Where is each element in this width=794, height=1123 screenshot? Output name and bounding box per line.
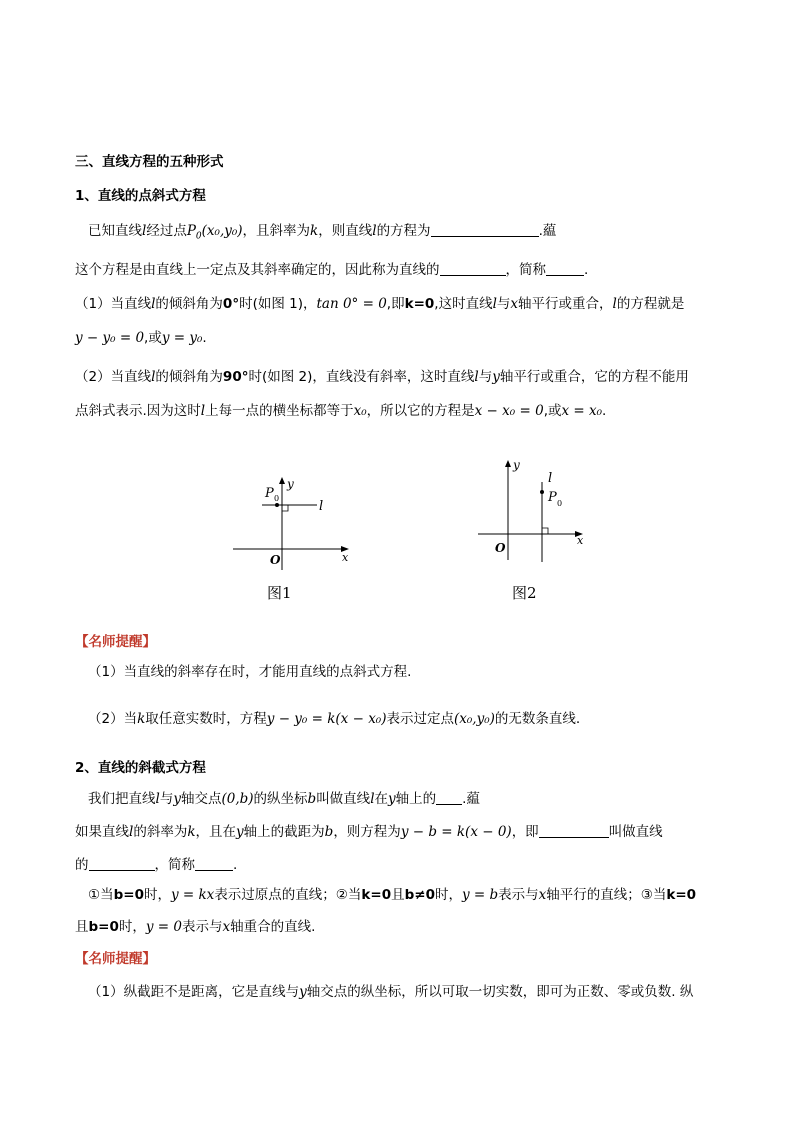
paragraph-point-slope-name: 这个方程是由直线上一定点及其斜率确定的，因此称为直线的 ，简称 . <box>75 262 589 278</box>
fig2-point-p0 <box>540 490 544 494</box>
case-1-line-a: （1）当直线l的倾斜角为0°时(如图 1)，tan 0° = 0,即k=0,这时直线l与x轴平行或重合，l的方程就是 <box>75 296 685 312</box>
special-cases-line-b: 且b=0时，y = 0表示与x轴重合的直线. <box>75 919 316 935</box>
tip-1-item-1: （1）当直线的斜率存在时，才能用直线的点斜式方程. <box>88 664 412 680</box>
special-cases-line-a: ①当b=0时，y = kx表示过原点的直线；②当k=0且b≠0时，y = b表示与x轴平行的直线；③当k=0 <box>88 887 697 903</box>
case-2-line-a: （2）当直线l的倾斜角为90°时(如图 2)，直线没有斜率，这时直线l与y轴平行或重合，它的方程不能用 <box>75 369 689 385</box>
fig1-y-label: y <box>287 477 294 491</box>
fig1-right-angle-mark <box>282 505 288 511</box>
answer-blank <box>539 823 609 838</box>
fig2-p-label: P <box>548 490 557 505</box>
fig1-y-arrow-icon <box>279 477 285 484</box>
fig1-l-label: l <box>319 499 324 514</box>
paragraph-slope-intercept-b: 的 ，简称 . <box>75 857 238 873</box>
fig2-origin-label: O <box>495 541 506 555</box>
fig2-l-label: l <box>548 471 553 486</box>
answer-blank <box>195 856 233 871</box>
fig2-right-angle-mark <box>542 528 548 534</box>
figure-1-diagram <box>225 470 360 575</box>
figure-1-caption: 图1 <box>267 584 292 602</box>
paragraph-point-slope-intro: 已知直线l经过点$P_0(x_0,y_0)$，且斜率为k，则直线l的方程为 .藴 <box>88 223 557 242</box>
tip-1-item-2: （2）当k取任意实数时，方程y − y₀ = k(x − x₀)表示过定点(x₀,y₀)的无数条直线. <box>88 711 581 727</box>
tip-2-title: 【名师提醒】 <box>75 951 156 967</box>
fig1-origin-label: O <box>270 553 281 567</box>
subsection-title-slope-intercept: 2、直线的斜截式方程 <box>75 760 206 776</box>
fig2-p-subscript: 0 <box>557 499 563 508</box>
fig2-y-arrow-icon <box>505 460 511 467</box>
paragraph-intercept-definition: 我们把直线l与y轴交点(0,b)的纵坐标b叫做直线l在y轴上的 .藴 <box>88 791 480 807</box>
figure-2-diagram <box>473 452 593 562</box>
case-2-line-b: 点斜式表示.因为这时l上每一点的横坐标都等于x₀，所以它的方程是x − x₀ = 0,或x = x₀. <box>75 403 607 419</box>
answer-blank <box>431 222 539 237</box>
fig1-point-p0 <box>275 503 279 507</box>
subsection-title-point-slope: 1、直线的点斜式方程 <box>75 188 206 204</box>
fig1-x-label: x <box>342 551 349 564</box>
case-1-line-b: y − y₀ = 0,或y = y₀. <box>75 330 207 346</box>
tip-2-item-1: （1）纵截距不是距离，它是直线与y轴交点的纵坐标，所以可取一切实数，即可为正数、零或负数. 纵 <box>88 984 694 1000</box>
answer-blank <box>436 790 462 805</box>
fig1-p-label: P <box>265 486 274 501</box>
answer-blank <box>440 261 506 276</box>
section-title: 三、直线方程的五种形式 <box>75 154 224 170</box>
fig2-x-label: x <box>577 534 584 547</box>
tip-1-title: 【名师提醒】 <box>75 634 156 650</box>
answer-blank <box>89 856 155 871</box>
answer-blank <box>546 261 584 276</box>
figure-2-caption: 图2 <box>512 584 537 602</box>
fig1-p-subscript: 0 <box>274 494 280 503</box>
paragraph-slope-intercept-a: 如果直线l的斜率为k，且在y轴上的截距为b，则方程为y − b = k(x − 0)，即 叫做直线 <box>75 824 663 840</box>
fig2-y-label: y <box>513 458 520 472</box>
